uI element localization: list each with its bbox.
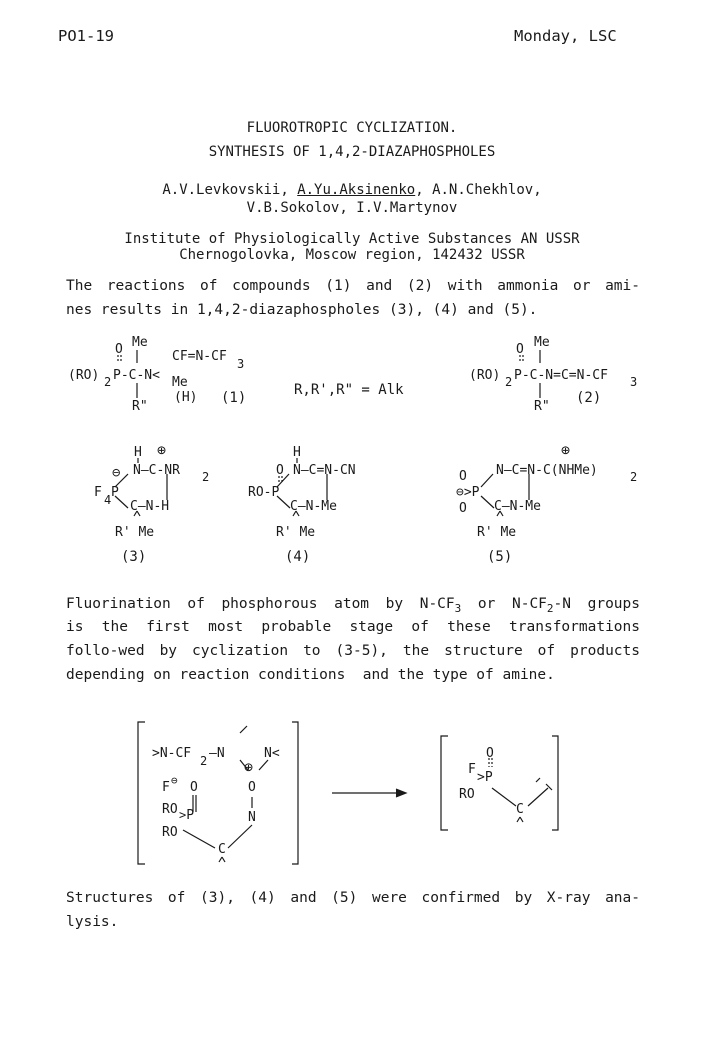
- stereo-mark: [517, 817, 520, 822]
- alkyl-legend: R,R',R" = Alk: [294, 382, 404, 398]
- hydrogen-label: (H): [174, 390, 198, 405]
- ring-top-label: N—C=N-C(NHMe): [496, 463, 598, 478]
- fluorination-line-2: is the first most probable stage of these transformations: [66, 619, 640, 635]
- subscript: 3: [237, 357, 245, 371]
- session-label: Monday, LSC: [514, 27, 617, 45]
- imidoyl-label: CF=N-CF: [172, 349, 227, 364]
- scheme-top-left-label: >N-CF: [152, 746, 192, 761]
- compound-label-3: (3): [121, 549, 147, 565]
- scheme-nitrogen-label: —N: [209, 746, 225, 761]
- ring-bond: [481, 496, 494, 508]
- fluorine-label: F: [94, 485, 102, 500]
- ring-top-label: N—C-NR: [133, 463, 180, 478]
- methyl-label: Me: [534, 335, 550, 350]
- oxygen-label: O: [115, 342, 123, 357]
- text-run: -N groups: [553, 596, 640, 612]
- subscript: 3: [630, 375, 638, 389]
- arrow-head: [396, 789, 406, 797]
- stereo-mark: [222, 857, 225, 862]
- authors-text: A.V.Levkovskii,: [162, 182, 298, 198]
- hydrogen-label: H: [134, 445, 142, 460]
- compound-label-5: (5): [487, 549, 513, 565]
- ring-bond: [228, 825, 252, 848]
- phosphorus-label: >P: [477, 770, 493, 785]
- carbodiimide-core: P-C-N=C=N-CF: [514, 368, 608, 383]
- ring-bottom-label: C—N-H: [130, 499, 170, 514]
- phosphorus-label: P: [111, 485, 119, 500]
- methyl-label: Me: [172, 375, 188, 390]
- fluorination-line-4: depending on reaction conditions and the type of amine.: [66, 667, 555, 683]
- oxygen-label: O: [486, 746, 494, 761]
- cation-charge: ⊕: [561, 441, 571, 459]
- bond-line: [259, 760, 268, 770]
- text-run: Fluorination of phosphorous atom by N-CF: [66, 596, 455, 612]
- title-line-2: SYNTHESIS OF 1,4,2-DIAZAPHOSPHOLES: [208, 144, 496, 160]
- substituent-label: R": [132, 399, 148, 414]
- compound-label-4: (4): [285, 549, 311, 565]
- scheme-amine-label: N<: [264, 746, 280, 761]
- stereo-mark: [219, 857, 222, 862]
- text-run: or N-CF: [461, 596, 547, 612]
- anion-charge: ⊖: [171, 774, 178, 787]
- left-bracket: [138, 722, 145, 864]
- intro-line-2: nes results in 1,4,2-diazaphospholes (3), (4) and (5).: [66, 302, 538, 318]
- subscript: 2: [505, 375, 513, 389]
- subscript: 2: [546, 601, 554, 615]
- cation-charge: ⊕: [244, 758, 254, 776]
- carbon-label: C: [516, 802, 524, 817]
- oxygen-label: O: [276, 463, 284, 478]
- substituent-label: R' Me: [477, 525, 517, 540]
- conclusion-line-1: Structures of (3), (4) and (5) were confirmed by X-ray ana-: [66, 890, 640, 906]
- fluorination-line-1: [66, 595, 640, 618]
- subscript: 2: [630, 470, 638, 484]
- fluorine-label: F: [162, 780, 170, 795]
- oxygen-label: O: [248, 780, 256, 795]
- ring-bond: [528, 788, 548, 806]
- alkoxy-label: RO: [162, 825, 178, 840]
- ring-bond: [183, 830, 215, 848]
- substituent-label: R": [534, 399, 550, 414]
- affiliation-line-2: Chernogolovka, Moscow region, 142432 USSR: [179, 247, 525, 263]
- subscript: 4: [104, 493, 112, 507]
- subscript: 2: [202, 470, 210, 484]
- compound-label-2: (2): [576, 390, 602, 406]
- carbon-label: C: [218, 842, 226, 857]
- ring-bottom-label: C—N-Me: [494, 499, 541, 514]
- subscript: 3: [454, 601, 462, 615]
- anion-charge: ⊖: [112, 465, 121, 481]
- right-bracket: [552, 736, 558, 830]
- phosphorus-label: >P: [179, 808, 195, 823]
- alkoxy-label: RO: [162, 802, 178, 817]
- phosphorus-symbol: P: [186, 808, 195, 823]
- fluorine-label: F: [468, 762, 476, 777]
- bond-line: [240, 726, 247, 733]
- affiliation-line-1: Institute of Physiologically Active Substances AN USSR: [124, 231, 580, 247]
- ring-bond: [492, 788, 516, 806]
- stereo-mark: [520, 817, 523, 822]
- phosphorus-core: P-C-N<: [113, 368, 160, 383]
- ring-bond: [481, 474, 493, 487]
- compound-label-1: (1): [221, 390, 247, 406]
- substituent-label: R' Me: [276, 525, 316, 540]
- alkoxy-label: (RO): [469, 368, 501, 383]
- fluorination-line-3: follo-wed by cyclization to (3-5), the structure of products: [66, 643, 640, 659]
- subscript: 2: [200, 754, 208, 768]
- ring-top-label: N—C=N-CN: [293, 463, 356, 478]
- phosphorus-anion-label: ⊖>P: [456, 485, 480, 500]
- hydrogen-label: H: [293, 445, 301, 460]
- authors-line-2: V.B.Sokolov, I.V.Martynov: [246, 200, 458, 216]
- title-line-1: FLUOROTROPIC CYCLIZATION.: [246, 120, 458, 136]
- abstract-code: PO1-19: [58, 27, 114, 45]
- bond-line: [536, 778, 540, 782]
- alkoxy-label: RO: [459, 787, 475, 802]
- authors-text: , A.N.Chekhlov,: [415, 182, 542, 198]
- alkoxy-phosphorus-label: RO-P: [248, 485, 280, 500]
- substituent-label: R' Me: [115, 525, 155, 540]
- oxygen-label: O: [516, 342, 524, 357]
- nitrogen-label: N: [248, 810, 256, 825]
- subscript: 2: [104, 375, 112, 389]
- alkoxy-label: (RO): [68, 368, 100, 383]
- oxygen-label: O: [459, 501, 467, 516]
- presenting-author: A.Yu.Aksinenko: [297, 182, 416, 198]
- cation-charge: ⊕: [157, 441, 167, 459]
- intro-line-1: The reactions of compounds (1) and (2) with ammonia or ami-: [66, 278, 640, 294]
- oxygen-label: O: [459, 469, 467, 484]
- right-bracket: [292, 722, 298, 864]
- left-bracket: [441, 736, 448, 830]
- oxygen-label: O: [190, 780, 198, 795]
- methyl-label: Me: [132, 335, 148, 350]
- ring-bottom-label: C—N-Me: [290, 499, 337, 514]
- conclusion-line-2: lysis.: [66, 914, 119, 930]
